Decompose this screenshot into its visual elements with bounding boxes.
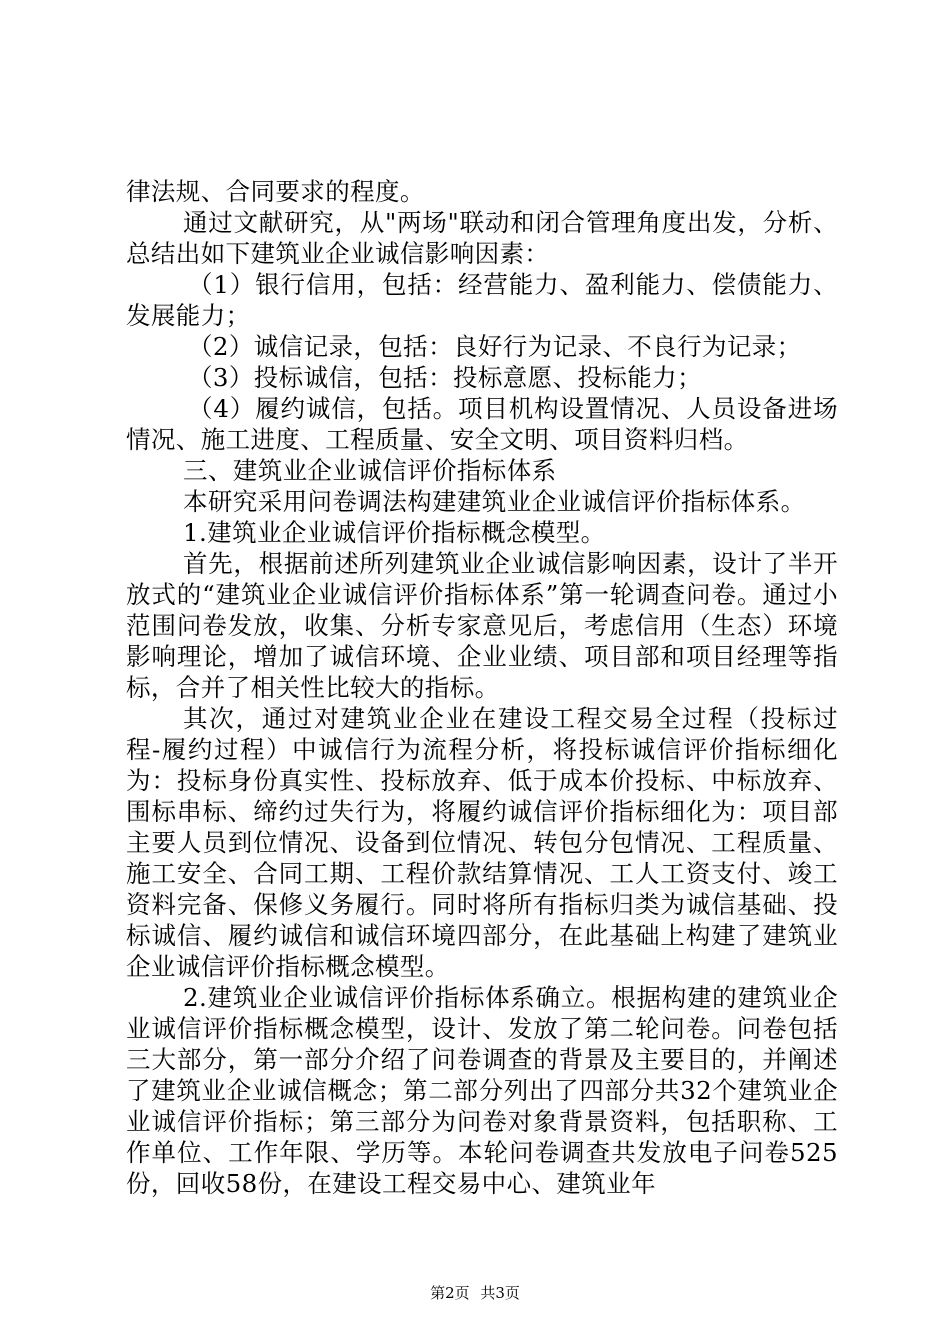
page-total: 共3页	[480, 1284, 520, 1302]
paragraph-continuation: 律法规、合同要求的程度。	[126, 177, 425, 206]
list-item-bidding-integrity: （3）投标诚信，包括：投标意愿、投标能力；	[188, 363, 702, 392]
paragraph-second: 其次，通过对建筑业企业在建设工程交易全过程（投标过程-履约过程）中诚信行为流程分析，将投标诚信评价指标细化为：投标身份真实性、投标放弃、低于成本价投标、中标放弃、围标串标、缔约过失行为，将履约诚信评价指标细化为：项目部主要人员到位情况、设备到位情况、转包分包情况、工程质量、施工安全、合同工期、工程价款结算情况、工人工资支付、竣工资料完备、保修义务履行。同时将所有指标归类为诚信基础、投标诚信、履约诚信和诚信环境四部分，在此基础上构建了建筑业企业诚信评价指标概念模型。	[126, 704, 838, 981]
paragraph-first-round: 首先，根据前述所列建筑业企业诚信影响因素，设计了半开放式的“建筑业企业诚信评价指标体系”第一轮调查问卷。通过小范围问卷发放，收集、分析专家意见后，考虑信用（生态）环境影响理论，增加了诚信环境、企业业绩、项目部和项目经理等指标，合并了相关性比较大的指标。	[126, 549, 838, 702]
list-item-integrity-record: （2）诚信记录，包括：良好行为记录、不良行为记录；	[188, 332, 802, 361]
paragraph-influence-factors-intro: 通过文献研究，从"两场"联动和闭合管理角度出发，分析、总结出如下建筑业企业诚信影响因素：	[126, 208, 838, 268]
document-body	[126, 176, 838, 1199]
paragraph-system-established: 2.建筑业企业诚信评价指标体系确立。根据构建的建筑业企业诚信评价指标概念模型，设计、发放了第二轮问卷。问卷包括三大部分，第一部分介绍了问卷调查的背景及主要目的，并阐述了建筑业企业诚信概念；第二部分列出了四部分共32个建筑业企业诚信评价指标；第三部分为问卷对象背景资料，包括职称、工作单位、工作年限、学历等。本轮问卷调查共发放电子问卷525份，回收58份，在建设工程交易中心、建筑业年	[126, 983, 838, 1198]
section-heading-3: 三、建筑业企业诚信评价指标体系	[183, 456, 557, 485]
page-footer	[0, 1283, 950, 1303]
list-item-performance-integrity: （4）履约诚信，包括。项目机构设置情况、人员设备进场情况、施工进度、工程质量、安全文明、项目资料归档。	[126, 394, 838, 454]
subheading-concept-model: 1.建筑业企业诚信评价指标概念模型。	[183, 518, 606, 547]
page-number: 第2页	[430, 1284, 470, 1302]
list-item-bank-credit: （1）银行信用，包括：经营能力、盈利能力、偿债能力、发展能力；	[126, 270, 838, 330]
paragraph-method: 本研究采用问卷调法构建建筑业企业诚信评价指标体系。	[183, 487, 806, 516]
